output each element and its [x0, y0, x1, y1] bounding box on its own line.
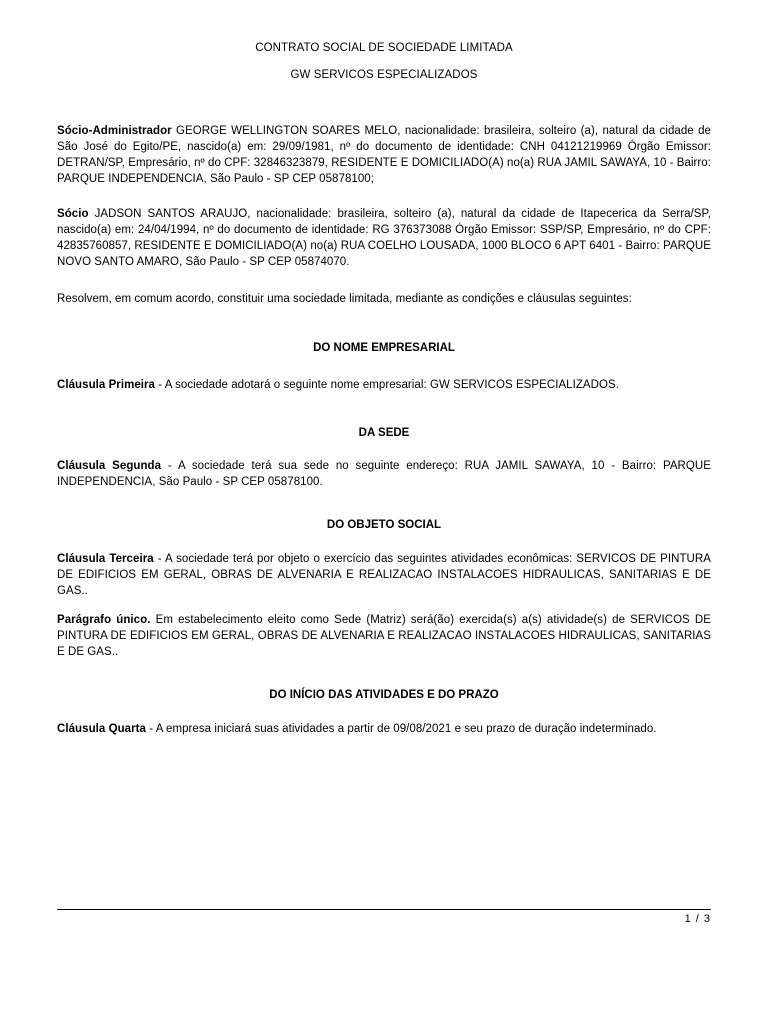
- partner-label: Sócio-Administrador: [57, 125, 172, 137]
- paragraph-label: Parágrafo único.: [57, 614, 151, 626]
- clause-text: - A sociedade terá sua sede no seguinte endereço: RUA JAMIL SAWAYA, 10 - Bairro: PARQUE INDEPENDENCIA, São Paulo - SP CEP 05878100.: [57, 460, 711, 488]
- clause-label: Cláusula Segunda: [57, 460, 162, 472]
- clause-label: Cláusula Primeira: [57, 379, 156, 391]
- clause-terceira: [57, 551, 711, 599]
- section-heading-inicio: DO INÍCIO DAS ATIVIDADES E DO PRAZO: [269, 689, 499, 701]
- clause-text: - A empresa iniciará suas atividades a partir de 09/08/2021 e seu prazo de duração indeterminado.: [145, 723, 657, 735]
- document-page: [57, 0, 711, 1024]
- section-heading-nome: DO NOME EMPRESARIAL: [313, 342, 455, 354]
- paragrafo-unico: [57, 612, 711, 660]
- resolution-text: Resolvem, em comum acordo, constituir uma sociedade limitada, mediante as condições e cláusulas seguintes:: [57, 293, 632, 305]
- partner-administrator: [57, 123, 711, 187]
- partner-label: Sócio: [57, 208, 89, 220]
- clause-segunda: [57, 458, 711, 490]
- footer-divider: [57, 909, 711, 910]
- company-name: GW SERVICOS ESPECIALIZADOS: [290, 69, 478, 81]
- clause-text: - A sociedade adotará o seguinte nome empresarial: GW SERVICOS ESPECIALIZADOS.: [155, 379, 619, 391]
- clause-quarta: [57, 721, 711, 737]
- partner-second: [57, 206, 711, 270]
- clause-text: - A sociedade terá por objeto o exercício das seguintes atividades econômicas: SERVICOS DE PINTURA DE EDIFICIOS EM GERAL, OBRAS DE ALVENARIA E REALIZACAO INSTALACOES HIDRAULICAS, SANITARIAS E DE GAS..: [57, 553, 711, 597]
- clause-label: Cláusula Quarta: [57, 723, 146, 735]
- document-title: CONTRATO SOCIAL DE SOCIEDADE LIMITADA: [255, 42, 513, 54]
- paragraph-text: Em estabelecimento eleito como Sede (Matriz) será(ão) exercida(s) a(s) atividade(s) de SERVICOS DE PINTURA DE EDIFICIOS EM GERAL, OBRAS DE ALVENARIA E REALIZACAO INSTALACOES HIDRAULICAS, SANITARIAS E DE GAS..: [57, 614, 711, 658]
- page-number: 1 / 3: [684, 913, 711, 925]
- section-heading-sede: DA SEDE: [358, 427, 410, 439]
- partner-text: GEORGE WELLINGTON SOARES MELO, nacionalidade: brasileira, solteiro (a), natural da cidade de São José do Egito/PE, nascido(a) em: 29/09/1981, nº do documento de identidade: CNH 04121219969 Órgão Emissor: DETRAN/SP, Empresário, nº do CPF: 32846323879, RESIDENTE E DOMICILIADO(A) no(a) RUA JAMIL SAWAYA, 10 - Bairro: PARQUE INDEPENDENCIA, São Paulo - SP CEP 05878100;: [57, 125, 711, 185]
- clause-primeira: [57, 377, 711, 393]
- clause-label: Cláusula Terceira: [57, 553, 154, 565]
- section-heading-objeto: DO OBJETO SOCIAL: [326, 519, 442, 531]
- partner-text: JADSON SANTOS ARAUJO, nacionalidade: brasileira, solteiro (a), natural da cidade de Itapecerica da Serra/SP, nascido(a) em: 24/04/1994, nº do documento de identidade: RG 376373088 Órgão Emissor: SSP/SP, Empresário, nº do CPF: 42835760857, RESIDENTE E DOMICILIADO(A) no(a) RUA COELHO LOUSADA, 1000 BLOCO 6 APT 6401 - Bairro: PARQUE NOVO SANTO AMARO, São Paulo - SP CEP 05874070.: [57, 208, 711, 268]
